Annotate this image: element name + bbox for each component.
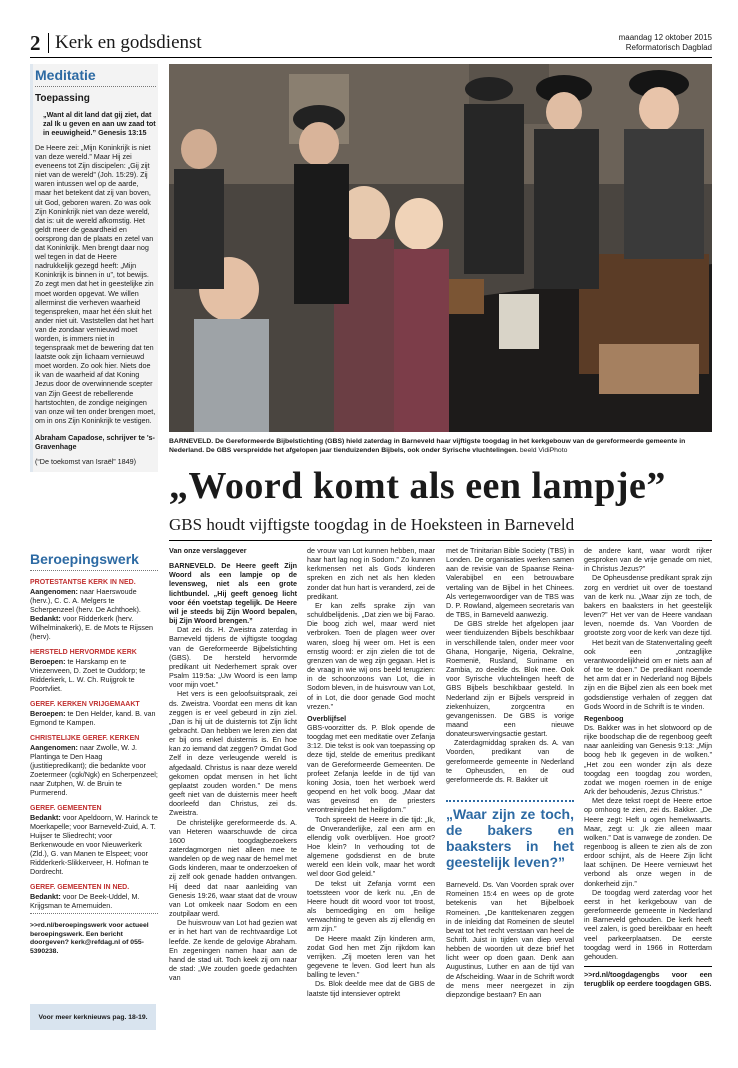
article-paragraph: De huisvrouw van Lot had gezien wat er in het hart van de rechtvaardige Lot leefde. Ze kende de gelovige Abraham. En zegeningen namen haar aan de hand de stad uit. Toch keek zij om naar de stad: „We zouden goede gedachten van (169, 918, 297, 983)
beroepingswerk-church-heading: GEREF. GEMEENTEN (30, 805, 102, 812)
intertitle-overblijfsel: Overblijfsel (307, 713, 347, 723)
article-subheadline: GBS houdt vijftigste toogdag in de Hoeksteen in Barneveld (169, 515, 575, 534)
news-photo (169, 64, 712, 432)
article-paragraph: De toogdag werd zaterdag voor het eerst in het kerkgebouw van de gereformeerde gemeente in Nederland in Barneveld gehouden. De kerk heeft veel zalen, is goed bereikbaar en heeft veel parkeerplaatsen. De eerste toogdag werd in 1966 in Rotterdam gehouden. (584, 887, 712, 961)
photo-illustration (169, 64, 712, 432)
article-paragraph: De GBS strelde het afgelopen jaar weer tienduizenden Bijbels beschikbaar in verschillende talen, onder meer voor Ghana, Hongarije, Nigeria, Oekraïne, Roemenië, Rusland, Suriname en Zambia, zo deelde ds. Blok mee. Ook voor Syrische vluchtelingen heeft de GBS Bijbels beschikbaar gesteld. In Nederland zijn er Bijbels verspreid in ziekenhuizen, zorgcentra en gevangenissen. De GBS is vorige maand een nieuwe donateurswervingsactie gestart. (446, 619, 574, 739)
meditatie-body: De Heere zei: „Mijn Koninkrijk is niet van deze wereld.” Maar Hij zei eveneens tot Zijn discipelen: „Gij zijt niet van de wereld” (Joh. 15:29). Zij waren intussen wel op de aarde, maar het betekent dat zij van boven, uit God, geboren waren. Zo was ook Zijn Koninkrijk niet van deze wereld, dat is: uit de wereld afkomstig. Het geldt meer de geaardheid en oorsprong dan de plaats en zetel van dat Koninkrijk. Men brengt daar nog wel tegen in dat de Heere nadrukkelijk gezegd heeft: „Mijn Koninkrijk is binnen in u”, tot bewijs. Zo zegt men dat het in geestelijke zin moet worden opgevat. We willen allerminst die verheven waarheid tegenspreken, maar het één sluit het ander niet uit. Vaststellen dat het hart van de zondaar vernieuwd moet worden, is immers niet in tegenspraak met de bewering dat ten laatste ook zijn lichaam vernieuwd moet worden. Zo ook hier. Niets doe ik van de waarheid af dat Koning Jezus door de overwinnende scepter van Zijn Geest de rebellerende hartstochten, de zondige neigingen van onze wil ten onder brengen moet, om in ons Zijn Koninkrijk te vestigen. (35, 143, 156, 425)
beroepingswerk-entry (30, 657, 158, 693)
entry-text: voor De Beek-Uddel, M. Krijgsman te Arnemuiden. (30, 892, 140, 910)
article-paragraph: Het vers is een geloofsuitspraak, zei ds. Zweistra. Voordat een mens dit kan zeggen is er veel gebeurd in zijn ziel. „Dan is hij uit de duisternis tot Zijn licht gebracht. Dan hebben we leren zien dat er bij ons enkel duisternis is. En hoe kan zo iemand dat zeggen? Omdat God Zelf in deze verleugende wereld is afgedaald. Christus is naar deze wereld gekomen opdat mensen in het licht geplaatst zouden worden.” De mens geeft niet van de duisternis meer heeft doorleefd dan Christus, zei ds. Zweistra. (169, 689, 297, 818)
article-byline: Van onze verslaggever (169, 546, 247, 555)
beroepingswerk-entry (30, 614, 158, 641)
lead-text: De Heere geeft Zijn Woord als een lampje op de levensweg, niet als een grote lichtbundel. „Hij geeft genoeg licht voor één voetstap tegelijk. De Heere wil je steeds bij Zijn Woord bepalen, bij Zijn Woord brengen.” (169, 561, 297, 626)
entry-text: voor Ridderkerk (herv. Wilhelminakerk), E. de Mots te Rijssen (herv). (30, 614, 154, 641)
pull-quote: „Waar zijn ze toch, de bakers en baaksters in het geestelijk leven?” (446, 800, 574, 870)
dotted-rule (30, 570, 158, 571)
beroepingswerk-church-heading: PROTESTANTSE KERK IN NED. (30, 579, 136, 586)
beroepingswerk-church-heading: GEREF. GEMEENTEN IN NED. (30, 884, 130, 891)
article-paragraph: Toch spreekt de Heere in die tijd: „Ik, de Onveranderlijke, zal een arm en ellendig volk overblijven. Hoe groot? Hoe klein? In verhouding tot de algemene godsdienst en de brute wereld een klein volk, maar het wordt wel door God geleid.” (307, 814, 435, 879)
dotted-rule (35, 86, 156, 87)
article-trailer-link[interactable]: >>rd.nl/toogdagengbs voor een terugblik op eerdere toogdagen GBS. (584, 966, 712, 988)
entry-label: Aangenomen: (30, 743, 78, 752)
photo-caption (169, 437, 712, 455)
entry-label: Aangenomen: (30, 587, 78, 596)
meditatie-quote: „Want al dit land dat gij ziet, dat zal Ik u geven en aan uw zaad tot in eeuwigheid.” Genesis 13:15 (43, 110, 156, 137)
beroepingswerk-church-heading: HERSTELD HERVORMDE KERK (30, 649, 137, 656)
article-paragraph: De tekst uit Zefanja vormt een toetssteen voor de kerk nu. „En de Heere houdt dit woord voor tot troost, als bemoediging en om heilige verwachting te geven als zij ellendig en arm zijn.” (307, 878, 435, 934)
entry-label: Beroepen: (30, 709, 66, 718)
entry-label: Bedankt: (30, 614, 61, 623)
article-paragraph: Met deze tekst roept de Heere ertoe op omhoog te zien, zei ds. Bakker. „De Heere zegt: Heft u ogen hemelwaarts. Maar, zegt u: „Ik zie alleen maar wolken.” Dat is vanwege de zonden. De regenboog is alleen te zien als de zon erdoor schijnt, als de Heere Zijn licht laat schijnen. De Heere vernieuwt het verbond als onze wegen in de donkerheid zijn.” (584, 796, 712, 888)
article-rule (169, 540, 712, 541)
meditatie-column (30, 64, 158, 472)
lead-place: BARNEVELD. (169, 561, 216, 571)
issue-date: maandag 12 oktober 2015 (618, 33, 712, 42)
section-title: Kerk en godsdienst (55, 32, 202, 53)
article-paragraph: Het bezit van de Statenvertaling geeft ook een „ontzaglijke verantwoordelijkheid om er niets aan af of toe te doen.” De predikant noemde het arm dat er in Nederland nog Bijbels zijn en die Bijbel zien als een boek met godsdienstige verhalen of zeggen dat Gods Woord in de Schrift is te vinden. (584, 637, 712, 711)
column-4-paragraphs (584, 546, 712, 711)
entry-text: te Den Helder, kand. B. van Egmond te Kampen. (30, 709, 156, 727)
header-dateline (619, 33, 712, 53)
column-4-paragraphs-after (584, 723, 712, 961)
beroepingswerk-entry (30, 813, 158, 876)
beroepingswerk-box (30, 551, 158, 956)
article-paragraph: De Opheusdense predikant sprak zijn zorg en verdriet uit over de toestand van de kerk nu. „Waar zijn ze toch, de bakers en baaksters in het geestelijk leven?” Het ver van de Heere vandaan leven, noemde ds. Van Voorden de grootste zorg voor de kerk van deze tijd. (584, 573, 712, 638)
article-column-1 (169, 546, 297, 982)
entry-label: Bedankt: (30, 892, 61, 901)
page-header (30, 33, 712, 58)
dotted-rule (30, 913, 158, 914)
article-paragraph: Ds. Bakker was in het slotwoord op de rijke boodschap die de regenboog geeft naar aanleiding van Genesis 9:13: „Mijn boog heb Ik gegeven in de wolken.” „Het zou een wonder zijn als deze toogdag een toogdag zou worden, zodat we mogen roemen in de enige Ark der behoudenis, Jezus Christus.” (584, 722, 712, 797)
article-column-3 (446, 546, 574, 999)
entry-text: naar Haerswoude (herv.), C. C. A. Melgers te Scherpenzeel (herv. De Achthoek). (30, 587, 141, 614)
more-church-news-banner: Voor meer kerknieuws pag. 18-19. (30, 1004, 156, 1030)
header-divider (48, 33, 49, 53)
article-paragraph: Ds. Blok deelde mee dat de GBS de laatste tijd intensiever optrekt (307, 979, 435, 998)
entry-text: voor Apeldoorn, W. Harinck te Moerkapelle; voor Barneveld-Zuid, A. T. Huijser te Sliedrecht; voor Berkenwoude en voor Nieuwerkerk (Zld.), G. van Manen te Elspeet; voor Ridderkerk-Slikkerveer, H. Hofman te Dordrecht. (30, 813, 158, 876)
caption-place: BARNEVELD. (169, 438, 214, 445)
entry-text: naar Zwolle, W. J. Plantinga te Den Haag (justitiepredikant); die bedankte voor Zoetermeer (cgk/Ngk) en Scherpenzeel; naar Zutphen, W. de Bruin te Purmerend. (30, 743, 158, 797)
meditatie-author: Abraham Capadose, schrijver te 's-Gravenhage (35, 432, 155, 451)
column-1-paragraphs (169, 625, 297, 982)
beroepingswerk-footnote: >>rd.nl/beroepingswerk voor actueel beroepingswerk. Een bericht doorgeven? kerk@refdag.nl of 055-5390238. (30, 922, 149, 955)
newspaper-name: Reformatorisch Dagblad (625, 43, 712, 52)
article-paragraph: Barneveld. Ds. Van Voorden sprak over Romeinen 15:4 en wees op de grote betekenis van het Bijbelboek Romeinen. „De kanttekenaren zeggen in de inleiding dat Romeinen de sleutel bevat tot het recht verstaan van heel de Schrift. Juist in tijden van diep verval hebben de woorden uit deze brief het licht weer op doen gaan. Denk aan Augustinus, Luther en aan de tijd van de Afscheiding. Waar in de Schrift wordt de mens meer neergezet in zijn diepzondige bestaan? En aan (446, 880, 574, 999)
page-number: 2 (30, 31, 41, 55)
beroepingswerk-groups (30, 578, 158, 910)
article-paragraph: De Heere maakt Zijn kinderen arm, zodat God hen met Zijn rijkdom kan verrijken. „Zij moeten leren van het gegevene te leven. God leert hun als balling te leven.” (307, 933, 435, 980)
meditatie-subtitle: Toepassing (35, 93, 90, 104)
beroepingswerk-entry (30, 587, 158, 614)
beroepingswerk-title: Beroepingswerk (30, 551, 139, 567)
article-paragraph: Dat zei ds. H. Zweistra zaterdag in Barneveld tijdens de vijftigste toogdag van de Gereformeerde Bijbelstichting (GBS). De hersteld hervormde predikant uit Nederhemert sprak over Psalm 119:5a: „Uw Woord is een lamp voor mijn voet.” (169, 625, 297, 690)
beroepingswerk-entry (30, 743, 158, 797)
article-paragraph: GBS-voorzitter ds. P. Blok opende de toogdag met een meditatie over Zefanja 3:12. Die tekst is ook van toepassing op deze tijd, stelde de emeritus predikant van de Gereformeerde Gemeenten. De profeet Zefanja leefde in de tijd van koning Josia, toen het werboek werd geopend en het volk boog. „Maar dat was geveinsd en de priesters verontreinigden het heiligdom.” (307, 722, 435, 815)
meditatie-source: (“De toekomst van Israël” 1849) (35, 456, 137, 466)
article-paragraph: Zaterdagmiddag spraken ds. A. van Voorden, predikant van de gereformeerde gemeente in Nederland te Opheusden, en de oud gereformeerde ds. R. Bakker uit (446, 738, 574, 784)
article-column-2 (307, 546, 435, 998)
beroepingswerk-church-heading: CHRISTELIJKE GEREF. KERKEN (30, 735, 140, 742)
column-3-paragraphs (446, 546, 574, 784)
beroepingswerk-entry (30, 892, 158, 910)
intertitle-regenboog: Regenboog (584, 713, 624, 723)
article-lead (169, 561, 297, 625)
article-paragraph: Er kan zelfs sprake zijn van schuldbelijdenis. „Dat zien we bij Farao. Die boog zich wel, maar werd niet verbroken. Toen de plagen weer over waren, sloeg hij weer om. Het is een ernstig woord: er zijn zielen die tot de grenzen van de weg zijn gegaan. Het is de vraag in wie wij ons beeld terugzien: in de schoonzoons van Lot, die in Sodom bleven, in de huisvrouw van Lot, of in Lot, die door genade God mocht vrezen.” (307, 600, 435, 711)
caption-text: De Gereformeerde Bijbelstichting (GBS) hield zaterdag in Barneveld haar vijftigste toogdag in het kerkgebouw van de gereformeerde gemeente in Nederland. De GBS verspreidde het afgelopen jaar tienduizenden Bijbels, ook onder Syrische vluchtelingen. (169, 438, 686, 454)
meditatie-box (30, 64, 158, 472)
meditatie-title: Meditatie (35, 67, 96, 83)
entry-label: Beroepen: (30, 657, 66, 666)
photo-credit: beeld VidiPhoto (518, 447, 568, 454)
article-column-4 (584, 546, 712, 988)
column-2-paragraphs (307, 546, 435, 998)
article-headline: „Woord komt als een lampje” (169, 465, 666, 507)
article-paragraph: De christelijke gereformeerde ds. A. van Heteren waarschuwde de circa 1600 toogdagbezoekers zaterdagmorgen niet alleen mee te wandelen op de weg naar de hemel met Gods kinderen, maar te onderzoeken of zij zelf ook genade hadden ontvangen. Hij deed dat naar aanleiding van Genesis 19:26, waar staat dat de vrouw van Lot omkeek naar Sodom en een zoutpilaar werd. (169, 817, 297, 919)
entry-label: Bedankt: (30, 813, 61, 822)
entry-text: te Harskamp en te Vriezenveen, D. Zoet te Ouddorp; te Ridderkerk, L. W. Ch. Ruijgrok te Poortvliet. (30, 657, 146, 693)
column-3-paragraphs-after (446, 880, 574, 999)
beroepingswerk-church-heading: GEREF. KERKEN VRIJGEMAAKT (30, 701, 140, 708)
article-paragraph: met de Trinitarian Bible Society (TBS) in Londen. De organisaties werken samen aan de revisie van de Spaanse Reina-Valerabijbel en een betrouwbare vertaling van de Bijbel in het Chinees. Als vertegenwoordiger van de TBS was D. P. Rowland, algemeen secretaris van de TBS, in Barneveld aanwezig. (446, 546, 574, 620)
article-paragraph: de andere kant, waar wordt rijker gesproken van de vrije genade om niet, in Christus Jezus?” (584, 546, 712, 574)
article-paragraph: de vrouw van Lot kunnen hebben, maar haar hart lag nog in Sodom.” Zo kunnen kerkmensen net als Gods kinderen spreken en zich net als hen kleden zonder dat hun hart is veranderd, zei de predikant. (307, 546, 435, 601)
beroepingswerk-entry (30, 709, 158, 727)
